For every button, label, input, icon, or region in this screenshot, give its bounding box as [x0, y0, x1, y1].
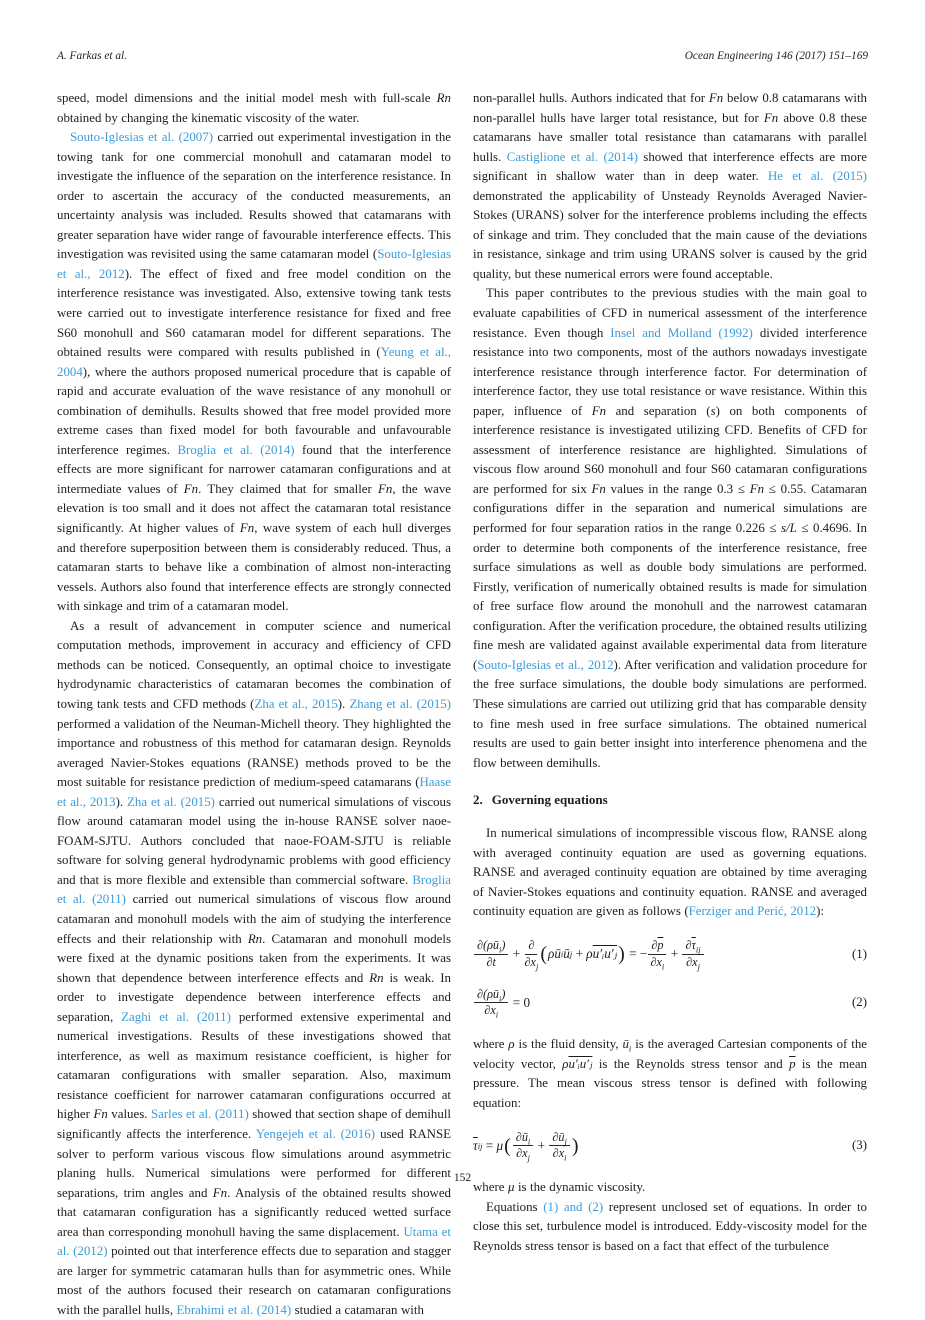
equation-number: (2) — [851, 995, 867, 1010]
text-run: i — [495, 1009, 499, 1020]
text-run: below 0.8 catamarans with non-parallel hulls have larger total resistance, but for — [473, 91, 867, 125]
text-run: Fn — [749, 481, 765, 496]
text-run: i — [661, 961, 665, 972]
text-run: demonstrated the applicability of Unsteady Reynolds Averaged Navier-Stokes (URANS) solver for the interference problems including the effects of sinkage and trim. They concluded that the main cause of the deviations in resistance, sinkage and trim using URANS solver is caused by the grid quality, but these numerical errors were found acceptable. — [473, 188, 867, 281]
text-run: Rn — [436, 91, 451, 105]
equation-body: $\overline{\tau}$ ij = μ ( $\frac{\partial ū_i}{\partial x_j}$ + $\frac{\partial ū_j}{\partial x_i}$ ) — [473, 1129, 579, 1163]
text-run: ρū — [547, 946, 561, 962]
text-run: ( — [504, 1134, 511, 1157]
text-run: found that the interference effects are more significant for narrower catamaran configurations and at intermediate values of — [57, 442, 451, 496]
citation-link[interactable]: Ebrahimi et al. (2014) — [176, 1302, 292, 1317]
text-run: Fn — [212, 1185, 228, 1200]
right-column — [473, 89, 867, 1320]
text-run: s/L — [781, 521, 797, 536]
text-run: In numerical simulations of incompressible viscous flow, RANSE along with averaged continuity equation are used as governing equations. RANSE and averaged continuity equation are obtained by time averaging of Navier-Stokes equations and continuity equation. RANSE and averaged continuity equation are given as follows ( — [473, 826, 867, 919]
equation — [473, 987, 867, 1020]
fraction — [474, 987, 508, 1020]
text-run: used RANSE solver to perform various viscous flow simulations around asymmetric planing hulls. Numerical simulations were performed for different separations, trim angles and — [57, 1126, 451, 1200]
paragraph — [473, 284, 867, 773]
paragraph — [473, 824, 867, 922]
text-run: ρ — [508, 1037, 515, 1052]
paragraph — [57, 128, 451, 617]
citation-link[interactable]: Castiglione et al. (2014) — [506, 149, 638, 164]
text-run: i — [527, 1135, 531, 1146]
citation-link[interactable]: (1) and (2) — [543, 1199, 604, 1214]
text-run: i — [564, 1152, 567, 1163]
text-run: Fn — [708, 91, 724, 105]
text-run: pointed out that interference effects due to separation and stagger are larger for symmetric catamaran hulls than for asymmetric ones. While most of the authors focused their research on catamaran configurations with the parallel hulls, — [57, 1244, 451, 1317]
text-run: ū — [563, 946, 570, 962]
text-run: $\overline{p}$ — [657, 937, 664, 952]
text-run: As a result of advancement in computer science and numerical computation methods, improvement in accuracy and efficiency of CFD methods can be noticed. Consequently, an optimal choice to investigate hydrodynamic characteristics of catamaran becomes the combination of towing tank tests and CFD methods ( — [57, 618, 451, 711]
fraction — [648, 938, 666, 971]
text-run: performed extensive experimental and numerical investigations. Results of these investigations showed that interference, as well as maximum resistance coefficient, is higher for catamaran configurations with smaller separation. Also, maximum resistance coefficient for narrower catamaran configurations occurred at higher — [57, 1009, 451, 1122]
citation-link[interactable]: Haase et al., 2013 — [57, 775, 451, 809]
text-run: values in the range 0.3 ≤ — [605, 481, 750, 496]
text-run: Rn — [247, 931, 263, 946]
fraction — [682, 938, 703, 971]
text-run: carried out experimental investigation in the towing tank for one commercial monohull and catamaran model to investigate the influence of the separation on the interference resistance. In order to ascertain the accuracy of the conducted measurements, an uncertainty analysis was included. Results showed that catamarans with greater separation have wider range of favourable interference effects. This investigation was revisited using the same catamaran model ( — [57, 130, 451, 262]
text-run: = 0 — [509, 994, 531, 1010]
text-run: i — [499, 944, 502, 955]
text-run: showed that interference effects are more significant in shallow water than in deep water. — [473, 149, 867, 184]
section-heading — [473, 792, 867, 808]
text-run: ) — [501, 937, 506, 952]
text-run: $\overline{\tau}$ — [473, 1137, 478, 1153]
equation-body: $\frac{\partial(\rho ū_i)}{\partial t}$ + $\frac{\partial}{\partial x_j}$ ( ρū i ū j + ρ u′ᵢu′ⱼ ) = − $\frac{\partial\overline{p}}{\partial x_i}$ + $\frac{\partial\overline{\tau}_{ij}}{\partial x_j}$ — [473, 938, 705, 971]
text-run: This paper contributes to the previous studies with the main goal to evaluate capabilities of CFD in numerical assessment of the interference resistance. Even though — [473, 286, 867, 340]
text-run: is the dynamic viscosity. — [514, 1180, 646, 1195]
text-run: showed that section shape of demihull significantly affects the interference. — [57, 1107, 451, 1141]
text-run: j — [564, 1135, 567, 1146]
text-run: performed a validation of the Neuman-Michell theory. They highlighted the importance and robustness of this method for catamaran design. Reynolds averaged Navier-Stokes equations (RANSE) methods proved to be the most suitable for resistance prediction of medium-speed catamarans ( — [57, 716, 451, 790]
text-run: is weak. In order to investigate dependence between interference effects and separation, — [57, 970, 451, 1024]
text-run: ∂ū — [515, 1129, 528, 1144]
running-journal-ref: Ocean Engineering 146 (2017) 151–169 — [684, 50, 868, 62]
text-run: where — [473, 1180, 508, 1195]
running-authors: A. Farkas et al. — [57, 50, 127, 62]
text-run: ∂t — [486, 954, 496, 969]
equation-body — [473, 987, 530, 1020]
text-run: ) — [618, 943, 625, 966]
citation-link[interactable]: Zha et al., 2015 — [254, 696, 338, 711]
text-run: ∂ū — [552, 1129, 565, 1144]
text-run: . Catamaran and monohull models were fixed at the dynamic positions taken from the experiments. It was shown that dependence between interference effects and — [57, 931, 451, 985]
text-run: studied a catamaran with — [291, 1302, 424, 1317]
left-column — [57, 89, 451, 1320]
page-number: 152 — [453, 1172, 472, 1184]
text-run: Fn — [591, 403, 607, 418]
citation-link[interactable]: Broglia et al. (2014) — [177, 442, 295, 457]
text-run: ≤ 0.55. Catamaran configurations differ in the separation and numerical simulations are performed for four separation ratios in the range 0.226 ≤ — [473, 481, 867, 536]
text-run: is the mean pressure. The mean viscous stress tensor is defined with following equation: — [473, 1056, 867, 1110]
text-run: Equations — [486, 1199, 544, 1214]
text-run: ∂ — [651, 937, 658, 952]
text-run: ). The effect of fixed and free model condition on the interference resistance was investigated. Also, extensive towing tank tests were carried out to investigate interference resistance for fixed and free S60 monohull and S60 catamaran model for different separations. The obtained results were compared with results published in ( — [57, 266, 451, 360]
text-run: Fn — [591, 481, 606, 496]
paragraph — [473, 1035, 867, 1113]
text-run: ∂(ρū — [477, 937, 500, 952]
text-run: ∂x — [552, 1146, 565, 1161]
text-run: ∂x — [484, 1003, 496, 1018]
text-run: and separation ( — [606, 403, 711, 418]
text-run: ρ — [586, 946, 593, 962]
text-run: carried out numerical simulations of viscous flow around catamaran model using the in-house RANSE solver naoe-FOAM-SJTU. Authors concluded that naoe-FOAM-SJTU is reliable software for solving general hydrodynamic problems with good efficiency and that is more flexible and extensible than commercial software. — [57, 794, 451, 887]
text-run: above 0.8 these catamarans have smaller total resistance than catamarans with parallel hulls. — [473, 110, 867, 164]
text-run: i — [499, 993, 502, 1004]
fraction — [549, 1130, 570, 1163]
two-column-body — [57, 89, 868, 1320]
text-run: μ — [496, 1137, 504, 1153]
text-run: j — [527, 1152, 530, 1163]
text-run: u′ᵢu′ⱼ — [568, 1056, 593, 1071]
text-run: j — [535, 961, 539, 972]
text-run: ) — [501, 986, 506, 1001]
text-run: is the fluid density, — [514, 1037, 623, 1052]
page-footer — [0, 1172, 925, 1184]
text-run: values. — [107, 1107, 151, 1122]
text-run: ): — [816, 904, 824, 919]
text-run: ≤ 0.4696. In order to determine both components of the interference resistance, free surface simulations as well as double body simulations are performed. Firstly, verification of numerically obtained results is made for simulation of free surface flow around the monohull and the narrowest catamaran configuration. After the verification procedure, the obtained results utilizing fine mesh are validated against available experimental data from literature ( — [473, 521, 867, 672]
page-header — [57, 50, 868, 62]
equation — [473, 938, 867, 971]
text-run: + — [572, 946, 587, 962]
section-number: 2. — [473, 792, 483, 808]
text-run: Fn — [93, 1107, 108, 1122]
citation-link[interactable]: Souto-Iglesias et al., 2012 — [477, 657, 614, 672]
text-run: u′ᵢu′ⱼ — [592, 946, 618, 962]
text-run: ∂ — [528, 937, 535, 952]
citation-link[interactable]: Zhang et al. (2015) — [349, 696, 451, 711]
text-run: Fn — [378, 481, 393, 496]
text-run: ∂(ρū — [477, 986, 500, 1001]
citation-link[interactable]: Souto-Iglesias et al. (2007) — [70, 130, 213, 145]
text-run: Fn — [763, 110, 779, 125]
text-run: ∂x — [516, 1146, 528, 1161]
citation-link[interactable]: Yengejeh et al. (2016) — [255, 1126, 376, 1141]
text-run: divided interference resistance into two components, most of the authors nowadays investigate interference resistance through interference factor. For determination of interference factor, they use total resistance or wave resistance. Within this paper, influence of — [473, 325, 867, 418]
text-run: Fn — [183, 481, 199, 496]
paragraph — [473, 1198, 867, 1257]
paragraph — [57, 617, 451, 1320]
text-run: ) on both components of interference resistance is investigated utilizing CFD. Benefits of CFD for assessment of interference resistance are highlighted. Simulations of viscous flow around S60 monohull and four S60 catamaran configurations are performed for six — [473, 403, 867, 496]
citation-link[interactable]: Ferziger and Perić, 2012 — [688, 904, 817, 919]
paragraph — [473, 89, 867, 284]
text-run: ∂x — [524, 954, 536, 969]
text-run: = − — [625, 946, 648, 962]
text-run: obtained by changing the kinematic viscosity of the water. — [57, 110, 360, 125]
text-run: + — [509, 946, 524, 962]
text-run: where — [473, 1037, 509, 1052]
text-run: μ — [507, 1180, 515, 1195]
text-run: s — [710, 403, 716, 418]
citation-link[interactable]: He et al. (2015) — [767, 169, 867, 184]
text-run: speed, model dimensions and the initial model mesh with full-scale — [57, 91, 437, 105]
text-run: , wave system of each hull diverges and therefore superposition between them is considerably reduced. Thus, a catamaran starts to behave like a combination of almost non-interacting vessels. Authors also found that interference effects are strongly connected with sinkage and trim of a catamaran model. — [57, 521, 451, 614]
text-run: + — [534, 1137, 549, 1153]
citation-link[interactable]: Insel and Molland (1992) — [610, 325, 753, 340]
text-run: is the Reynolds stress tensor and — [592, 1056, 790, 1071]
text-run: ∂ — [685, 937, 692, 952]
paragraph — [57, 89, 451, 128]
citation-link[interactable]: Broglia et al. (2011) — [57, 872, 451, 907]
text-run: ) — [571, 1134, 579, 1157]
text-run: , the wave elevation is too small and it does not affect the catamaran total resistance significantly. At higher values of — [57, 481, 451, 536]
text-run: . They claimed that for smaller — [198, 481, 379, 496]
text-run: ∂x — [686, 954, 698, 969]
text-run: ρ — [562, 1056, 569, 1071]
fraction — [474, 938, 508, 971]
citation-link[interactable]: Zha et al. (2015) — [127, 794, 215, 809]
text-run: Rn — [369, 970, 384, 985]
text-run: + — [667, 946, 682, 962]
text-run: ). — [115, 794, 128, 809]
citation-link[interactable]: Souto-Iglesias et al., 2012 — [57, 247, 451, 281]
text-run: $\overline{p}$ — [789, 1056, 796, 1071]
text-run: ( — [540, 943, 547, 966]
text-run: ū — [622, 1037, 629, 1052]
text-run: ∂x — [650, 954, 662, 969]
text-run: non-parallel hulls. Authors indicated that for — [473, 91, 709, 105]
citation-link[interactable]: Zaghi et al. (2011) — [121, 1009, 231, 1024]
equation-number: (1) — [851, 946, 867, 961]
fraction — [513, 1130, 534, 1163]
text-run: $\overline{\tau}$ — [691, 937, 696, 952]
text-run: j — [697, 961, 700, 972]
text-run: ). — [337, 696, 350, 711]
text-run: ), where the authors proposed numerical procedure that is capable of rapid and accurate evaluation of the wave resistance of any monohull or combination of demihulls. Results showed that free model provided more extreme cases than fixed model for both favourable and unfavourable interference regimes. — [57, 364, 451, 457]
text-run: is the averaged Cartesian components of the velocity vector, — [473, 1037, 867, 1071]
text-run: . Analysis of the obtained results showed that catamaran configuration has a significantly reduced wetted surface area than corresponding monohull having the same displacement. — [57, 1185, 451, 1239]
equation-number: (3) — [851, 1138, 867, 1153]
citation-link[interactable]: Utama et al. (2012) — [57, 1224, 451, 1259]
text-run: ij — [695, 944, 701, 955]
text-run: Fn — [239, 521, 255, 536]
section-title: Governing equations — [491, 792, 608, 808]
text-run: i — [628, 1043, 632, 1054]
text-run: carried out numerical simulations of viscous flow around catamaran and monohull models with the aim of studying the interference effects and their relationship with — [57, 892, 451, 946]
text-run: ). After verification and validation procedure for the free surface simulations, the double body simulations are performed. These simulations are carried out utilizing grid that has comparable density to fine mesh used in free surface simulations. The obtained numerical results are used to gain better insight into interference phenomena and the flow between demihulls. — [473, 657, 867, 770]
fraction — [525, 938, 539, 971]
citation-link[interactable]: Yeung et al., 2004 — [57, 345, 452, 379]
citation-link[interactable]: Sarles et al. (2011) — [150, 1107, 249, 1122]
equation — [473, 1130, 867, 1163]
text-run: = — [482, 1137, 497, 1153]
text-run: represent unclosed set of equations. In order to close this set, turbulence model is introduced. Eddy-viscosity model for the Reynolds stress tensor is based on a fact that effect of the turbulence — [473, 1199, 867, 1253]
